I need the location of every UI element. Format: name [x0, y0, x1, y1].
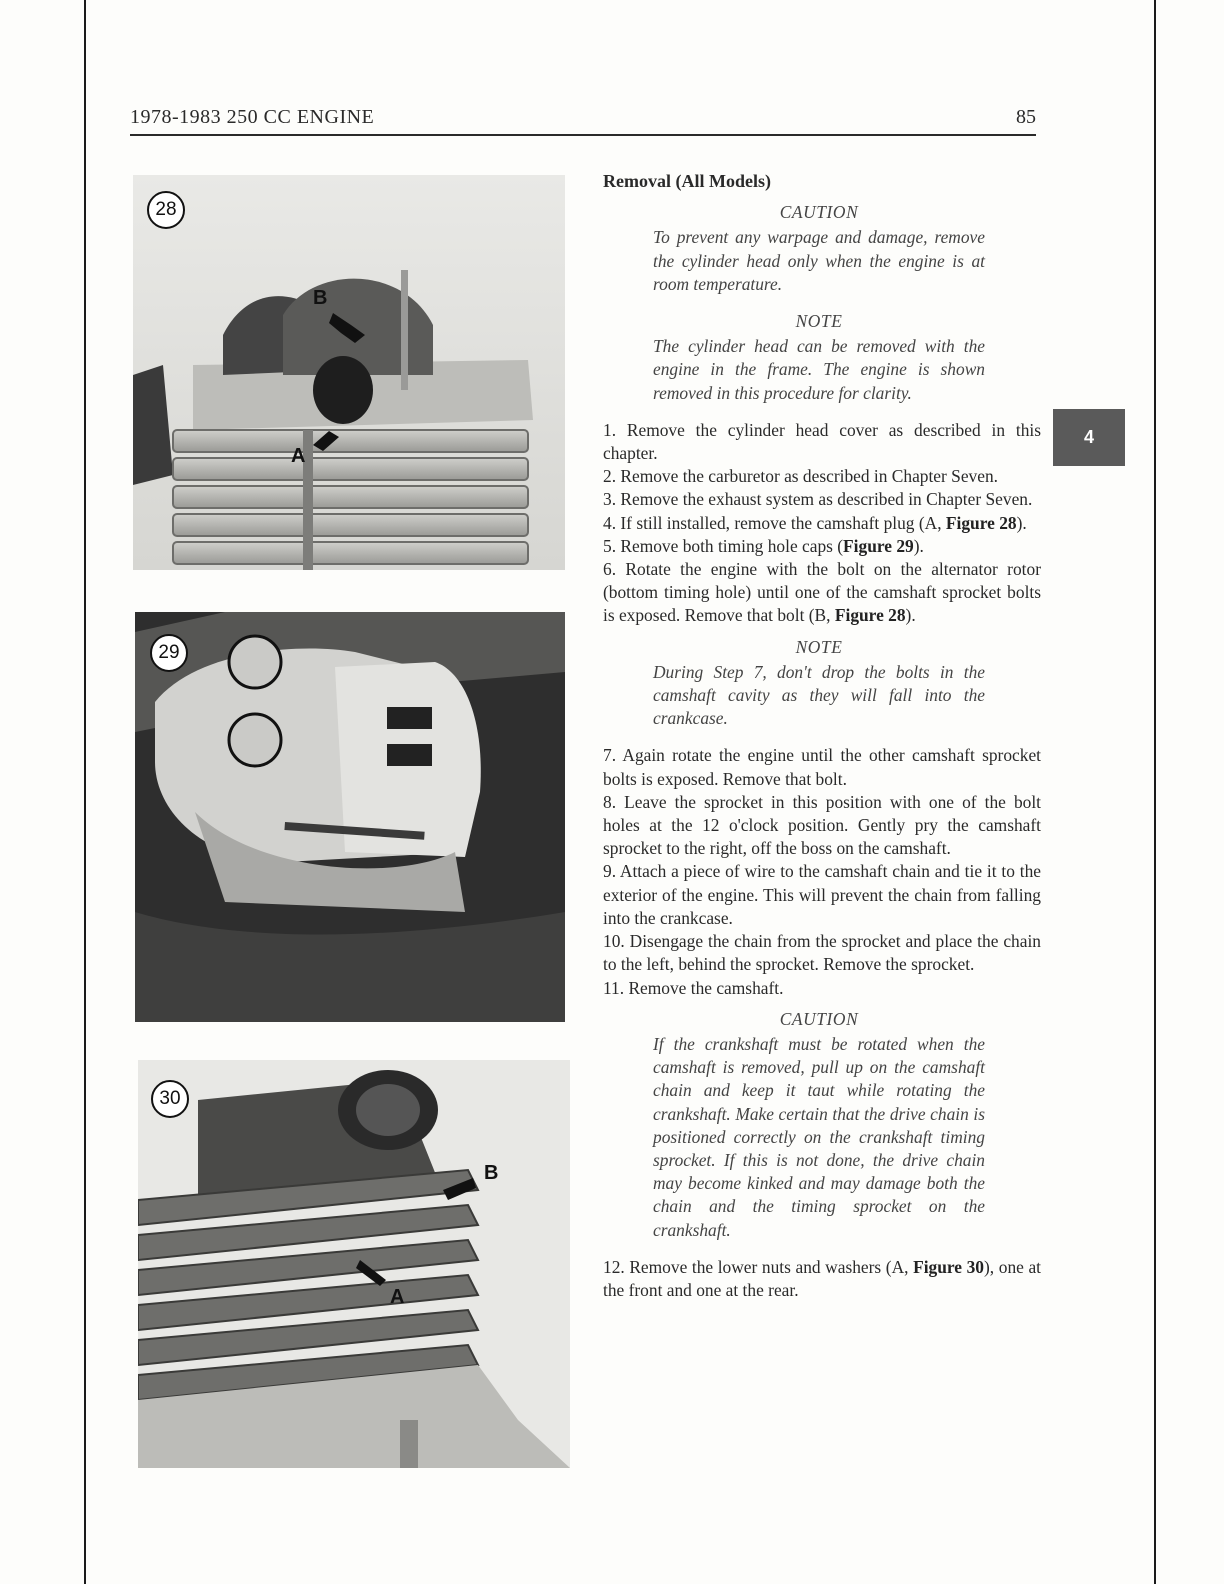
step-8: 8. Leave the sprocket in this position with one of the bolt holes at the 12 o'clock position. Gently pry the camshaft sprocket to the right, off the boss on the camshaft. — [603, 791, 1041, 859]
cylinder-head-photo — [133, 175, 565, 570]
step-9: 9. Attach a piece of wire to the camshaft chain and tie it to the exterior of the engine. This will prevent the chain from falling into the crankcase. — [603, 861, 1041, 928]
step-3: 3. Remove the exhaust system as described in Chapter Seven. — [603, 489, 1033, 510]
step-10: 10. Disengage the chain from the sprocket and place the chain to the left, behind the sprocket. Remove the sprocket. — [603, 931, 1041, 975]
cylinder-head-rear-photo — [138, 1060, 570, 1468]
running-header — [130, 106, 1036, 136]
callout-label-b: B — [313, 287, 328, 309]
note-notice — [653, 310, 985, 405]
step-text: ). — [905, 605, 916, 626]
notice-text: The cylinder head can be removed with the engine in the frame. The engine is shown removed in this procedure for clarity. — [653, 336, 985, 403]
step-12 — [603, 1256, 1041, 1302]
header-title: 1978-1983 250 CC ENGINE — [130, 106, 375, 128]
figure-reference: Figure 29 — [843, 535, 914, 556]
step-5 — [603, 535, 1041, 558]
step-text: ). — [1016, 512, 1027, 533]
figure-number-badge: 30 — [151, 1080, 189, 1118]
alternator-cover-photo — [135, 612, 565, 1022]
notice-heading: NOTE — [795, 311, 843, 332]
callout-label-b: B — [484, 1162, 499, 1184]
callout-label-a: A — [390, 1286, 405, 1308]
step-11: 11. Remove the camshaft. — [603, 977, 784, 998]
step-6 — [603, 558, 1041, 628]
figure-number-badge: 28 — [147, 191, 185, 229]
page-number: 85 — [1016, 106, 1036, 128]
notice-text: To prevent any warpage and damage, remove the cylinder head only when the engine is at room temperature. — [653, 227, 985, 294]
notice-text: During Step 7, don't drop the bolts in the camshaft cavity as they will fall into the crankcase. — [653, 661, 985, 729]
figure-number-badge: 29 — [150, 634, 188, 672]
figure-28-photo — [133, 175, 565, 570]
step-text: ). — [913, 535, 924, 556]
step-2: 2. Remove the carburetor as described in Chapter Seven. — [603, 466, 999, 487]
body-text-column — [603, 170, 1041, 1302]
callout-label-a: A — [291, 445, 306, 467]
step-text: ), one at the front and one at the rear. — [603, 1256, 1041, 1300]
figure-30-photo — [138, 1060, 570, 1468]
step-text: 4. If still installed, remove the camshaft plug (A, — [603, 512, 946, 533]
figure-reference: Figure 28 — [834, 605, 906, 626]
step-text: 6. Rotate the engine with the bolt on the alternator rotor (bottom timing hole) until one of the camshaft sprocket bolts is exposed. Remove that bolt (B, — [603, 559, 1041, 626]
step-1: 1. Remove the cylinder head cover as described in this chapter. — [603, 419, 1041, 464]
notice-heading: CAUTION — [779, 202, 859, 223]
notice-heading: NOTE — [795, 636, 843, 657]
note-notice — [653, 636, 985, 731]
notice-text: If the crankshaft must be rotated when the camshaft is removed, pull up on the camshaft chain and keep it taut while rotating the crankshaft. Make certain that the drive chain is positioned correctly on the crankshaft timing sprocket. If this is not done, the drive chain may become kinked and may damage both the chain and the timing sprocket on the crankshaft. — [653, 1033, 985, 1240]
section-heading: Removal (All Models) — [603, 171, 771, 191]
figure-29-photo — [135, 612, 565, 1022]
figure-reference: Figure 30 — [913, 1256, 985, 1277]
step-text: 12. Remove the lower nuts and washers (A, — [603, 1256, 914, 1277]
caution-notice — [653, 201, 985, 296]
step-4 — [603, 512, 1041, 535]
figure-reference: Figure 28 — [945, 512, 1017, 533]
notice-heading: CAUTION — [779, 1008, 859, 1029]
chapter-tab: 4 — [1053, 409, 1125, 466]
step-7: 7. Again rotate the engine until the other camshaft sprocket bolts is exposed. Remove that bolt. — [603, 745, 1041, 789]
caution-notice — [653, 1008, 985, 1242]
step-text: 5. Remove both timing hole caps ( — [603, 535, 844, 556]
